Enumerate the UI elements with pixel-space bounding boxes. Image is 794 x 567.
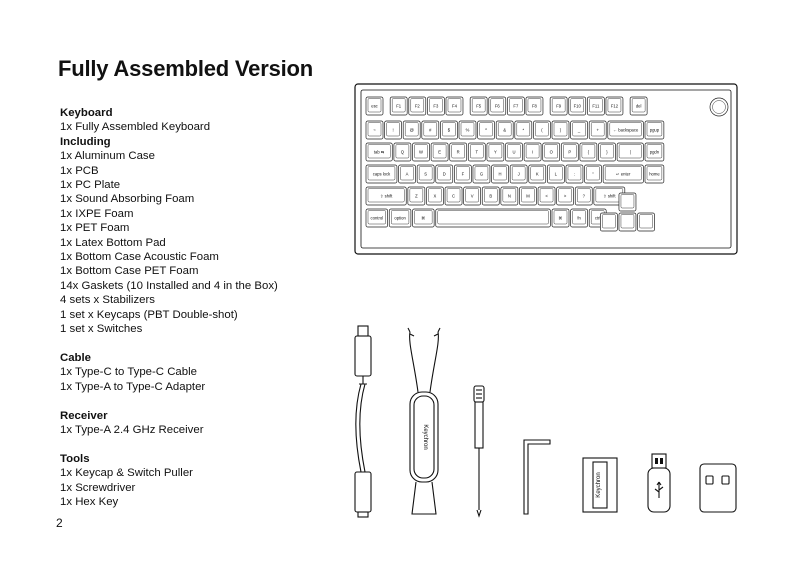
section-receiver — [60, 409, 278, 438]
keycap-legend: _ — [577, 127, 581, 133]
keycap-legend: ! — [392, 127, 394, 133]
list-item: 1x Hex Key — [60, 495, 119, 508]
keycap-legend: @ — [409, 127, 414, 133]
keycap-legend: F — [461, 171, 465, 177]
list-item: 1x Sound Absorbing Foam — [60, 193, 195, 206]
keycap-legend: $ — [447, 127, 451, 133]
keycap-legend: D — [442, 171, 446, 177]
screwdriver-illustration — [468, 384, 490, 518]
keycap-legend: | — [629, 149, 631, 155]
usb-adapter-illustration — [640, 452, 680, 516]
list-item: 1x Fully Assembled Keyboard — [60, 121, 211, 134]
keycap-legend: C — [452, 193, 456, 199]
keycap-legend: F8 — [532, 103, 537, 109]
keycap-legend: P — [568, 149, 572, 155]
list-item: 1x Bottom Case PET Foam — [60, 265, 199, 278]
arrow-left-key — [600, 213, 617, 231]
keycap-legend: " — [592, 171, 594, 177]
keycap-legend: M — [526, 193, 530, 199]
keycap-legend: ⌘ — [558, 215, 563, 221]
keycap-legend: G — [479, 171, 484, 177]
keycap-legend: ^ — [485, 127, 488, 133]
keycap-legend: ↵ enter — [616, 171, 631, 177]
section-tools — [60, 452, 278, 510]
keycap-legend: ⌘ — [421, 215, 426, 221]
keycap — [436, 209, 551, 227]
keycap-legend: A — [405, 171, 409, 177]
list-item: 4 sets x Stabilizers — [60, 294, 155, 307]
keycap-legend: ← backspace — [612, 127, 639, 133]
arrow-right-key — [638, 213, 655, 231]
keycap-legend: % — [465, 127, 470, 133]
usb-c-cable-illustration — [343, 322, 383, 518]
keycap-legend: & — [503, 127, 507, 133]
keycap-legend: F3 — [433, 103, 439, 109]
keycap-legend: R — [456, 149, 460, 155]
keycap-legend: # — [429, 127, 432, 133]
keycap-legend: V — [470, 193, 474, 199]
keycap-legend: F5 — [476, 103, 482, 109]
keycap-legend: F10 — [573, 103, 581, 109]
keycap-legend: S — [424, 171, 428, 177]
keycap-legend: : — [573, 171, 576, 177]
keycap-legend: * — [522, 127, 525, 133]
keycap-legend: + — [596, 127, 599, 133]
keycap-legend: ) — [559, 127, 562, 133]
keychron-box-illustration — [580, 456, 620, 514]
keycap-legend: ~ — [373, 127, 376, 133]
keycap-legend: fn — [577, 215, 581, 221]
keycap-legend: option — [394, 215, 406, 221]
list-item: 1x PET Foam — [60, 222, 130, 235]
arrow-up-key — [619, 193, 636, 211]
keycap-legend: F4 — [452, 103, 457, 109]
package-contents-list — [60, 106, 278, 509]
list-item: 1x Bottom Case Acoustic Foam — [60, 251, 219, 264]
receiver-illustration — [696, 462, 740, 516]
keycap-legend: N — [507, 193, 511, 199]
list-item: Including — [60, 135, 111, 148]
keycap-legend: L — [554, 171, 558, 177]
keycap-legend: pgdn — [649, 149, 660, 155]
keycap-legend: U — [512, 149, 516, 155]
keycap-legend: F2 — [414, 103, 420, 109]
keycap-legend: I — [532, 149, 534, 155]
keycap-legend: Y — [494, 149, 497, 155]
keycap-legend: F12 — [610, 103, 619, 109]
list-item: 14x Gaskets (10 Installed and 4 in the Box) — [60, 279, 278, 292]
section-heading: Tools — [60, 452, 90, 465]
list-item: 1x Screwdriver — [60, 481, 136, 494]
keycap-legend: > — [563, 193, 567, 199]
section-keyboard — [60, 106, 278, 337]
puller-brand-label: Keychron — [422, 424, 428, 450]
keycap-legend: del — [635, 103, 642, 109]
keycap-legend: ⇧ shift — [379, 193, 393, 199]
keycap-legend: F6 — [494, 103, 500, 109]
keycap-legend: X — [433, 193, 437, 199]
keycap-legend: { — [587, 149, 590, 155]
keycap-legend: B — [489, 193, 493, 199]
keycap-legend: tab ⇆ — [373, 149, 385, 155]
keycap-legend: Z — [415, 193, 418, 199]
list-item: 1 set x Switches — [60, 323, 143, 336]
keycap-legend: J — [517, 171, 520, 177]
keycap-legend: < — [545, 193, 548, 199]
keycap-legend: F9 — [556, 103, 562, 109]
page-number: 2 — [56, 516, 63, 530]
list-item: 1x Type-A 2.4 GHz Receiver — [60, 423, 204, 436]
list-item: 1x Latex Bottom Pad — [60, 236, 166, 249]
keycap-legend: E — [438, 149, 441, 155]
list-item: 1x PC Plate — [60, 179, 121, 192]
keycap-legend: } — [606, 149, 608, 155]
keyboard-illustration — [354, 83, 738, 255]
section-heading: Keyboard — [60, 107, 113, 119]
section-cable — [60, 351, 278, 394]
keycap-legend: ctrl — [594, 215, 601, 221]
keycap-legend: ⇧ shift — [603, 193, 616, 199]
box-brand-label: Keychron — [596, 472, 602, 498]
keycap-legend: ( — [541, 127, 543, 133]
keycap-legend: esc — [371, 103, 378, 109]
keycap-legend: caps lock — [372, 171, 391, 177]
list-item: 1 set x Keycaps (PBT Double-shot) — [60, 308, 238, 321]
list-item: 1x Type-A to Type-C Adapter — [60, 380, 206, 393]
list-item: 1x Keycap & Switch Puller — [60, 467, 193, 480]
keycap-legend: home — [649, 171, 660, 177]
section-heading: Cable — [60, 351, 92, 364]
page-title: Fully Assembled Version — [58, 56, 314, 81]
keycap-legend: F11 — [592, 103, 600, 109]
keycap-legend: W — [419, 149, 423, 155]
keycap-legend: Q — [400, 149, 405, 155]
keycap-legend: control — [370, 215, 384, 221]
list-item: 1x Aluminum Case — [60, 150, 155, 163]
keycap-legend: K — [535, 171, 539, 177]
section-heading: Receiver — [60, 409, 108, 422]
keycap-legend: O — [549, 149, 553, 155]
keycap-legend: F1 — [396, 103, 402, 109]
keycap-legend: pgup — [649, 127, 660, 133]
keycap-legend: ? — [582, 193, 585, 199]
list-item: 1x IXPE Foam — [60, 207, 134, 220]
hex-key-illustration — [516, 432, 556, 518]
list-item: 1x Type-C to Type-C Cable — [60, 366, 197, 379]
list-item: 1x PCB — [60, 164, 99, 177]
keycap-legend: T — [475, 149, 479, 155]
arrow-down-key — [619, 213, 636, 231]
keycap-legend: H — [498, 171, 502, 177]
keycap-legend: F7 — [513, 103, 519, 109]
keycap-switch-puller-illustration — [398, 322, 450, 518]
